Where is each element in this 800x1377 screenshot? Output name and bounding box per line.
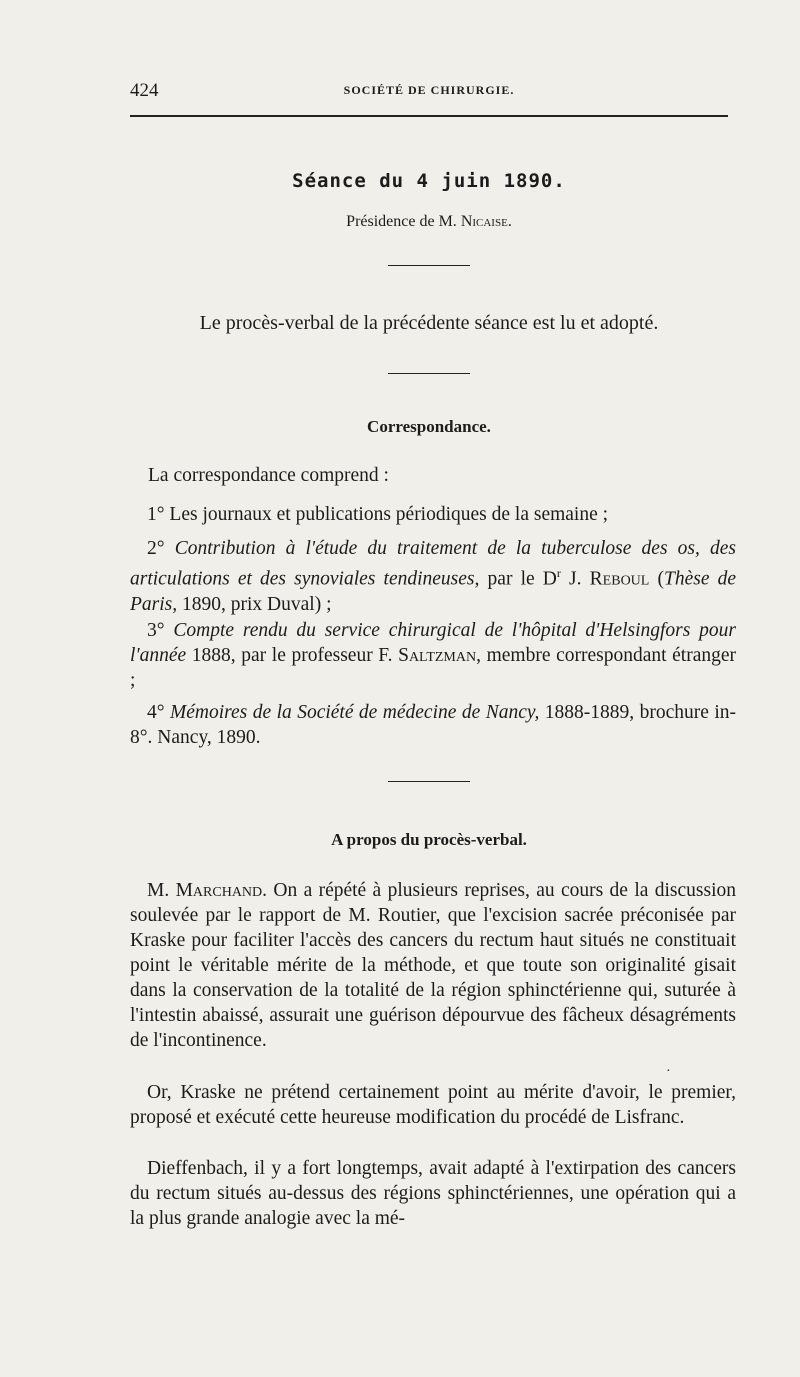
paragraph-3-text: Dieffenbach, il y a fort longtemps, avait adapté à l'extirpation des cancers du rectum situés au-dessus des régions sphinctériennes, une opération qui a la plus grande analogie avec la mé- xyxy=(130,1158,736,1229)
item-2-by: par le D xyxy=(487,568,557,590)
minutes-text: Le procès-verbal de la précédente séance est lu et adopté. xyxy=(199,312,659,334)
running-title: SOCIÉTÉ DE CHIRURGIE. xyxy=(343,83,515,97)
item-2-paren: ( xyxy=(657,568,664,590)
page-number: 424 xyxy=(130,80,159,101)
item-3-author: Saltzman xyxy=(398,645,477,666)
item-2-author: Reboul xyxy=(589,568,650,590)
item-2-dr-sup: r xyxy=(556,566,561,580)
item-3-title: Compte rendu du service chirurgical de l'hôpital d'Helsingfors pour l'année xyxy=(130,620,736,666)
paragraph-1-text: . On a répété à plusieurs reprises, au cours de la discussion soulevée par le rapport de M. Routier, que l'excision sacrée préconisée par Kraske pour faciliter l'accès des cancers du rectum haut situés ne constituait point le véritable mérite de la méthode, et que toute son originalité gisait dans la conservation de la totalité de la région sphinctérienne qui, suturée à l'intestin abaissé, assurait une guérison dépourvue des fâcheux désagréments de l'incontinence. xyxy=(130,880,737,1051)
item-2-thesis: Thèse de Paris, xyxy=(130,568,737,615)
correspondance-heading: Correspondance. xyxy=(367,417,491,436)
speaker-name: Marchand xyxy=(175,880,263,901)
paragraph-marchand xyxy=(130,878,736,1053)
correspondance-intro: La correspondance comprend : xyxy=(148,465,389,486)
paragraph-dieffenbach xyxy=(130,1156,736,1231)
item-2-rest: 1890, prix Duval) ; xyxy=(182,593,332,615)
proces-verbal-heading: A propos du procès-verbal. xyxy=(331,830,527,849)
paragraph-2-text: Or, Kraske ne prétend certainement point au mérite d'avoir, le premier, proposé et exécuté cette heureuse modification du procédé de Lisfranc. xyxy=(130,1082,736,1128)
page-header xyxy=(130,80,728,104)
item-3-number: 3° xyxy=(147,620,165,641)
correspondance-item-1 xyxy=(130,502,736,527)
item-1-text: 1° Les journaux et publications périodiques de la semaine ; xyxy=(147,504,609,525)
correspondance-item-3 xyxy=(130,618,736,693)
separator-rule xyxy=(388,265,470,266)
item-3-mid: 1888, par le professeur F. xyxy=(191,645,393,666)
item-2-title: Contribution à l'étude du traitement de la tuberculose des os, des articulations et des synoviales tendineuses, xyxy=(130,538,737,590)
stray-mark: · xyxy=(666,1064,671,1079)
separator-rule xyxy=(388,781,470,782)
header-rule xyxy=(130,115,728,117)
paragraph-kraske xyxy=(130,1080,736,1130)
separator-rule xyxy=(388,373,470,374)
item-4-title: Mémoires de la Société de médecine de Nancy, xyxy=(170,702,540,723)
correspondance-item-4 xyxy=(130,700,736,750)
item-4-rest: 1888-1889, brochure in-8°. Nancy, 1890. xyxy=(130,702,737,748)
presidence-prefix: Présidence de M. xyxy=(346,213,457,230)
item-2-initial: J. xyxy=(569,568,582,590)
presidence-suffix: . xyxy=(507,213,512,230)
item-3-rest: , membre correspondant étranger ; xyxy=(130,645,737,691)
speaker-prefix: M. xyxy=(147,880,170,901)
item-2-number: 2° xyxy=(147,538,165,559)
presidence-line xyxy=(130,213,728,231)
session-title: Séance du 4 juin 1890. xyxy=(292,170,566,192)
correspondance-item-2 xyxy=(130,536,736,617)
president-name: Nicaise xyxy=(460,213,508,230)
item-4-number: 4° xyxy=(147,702,165,723)
